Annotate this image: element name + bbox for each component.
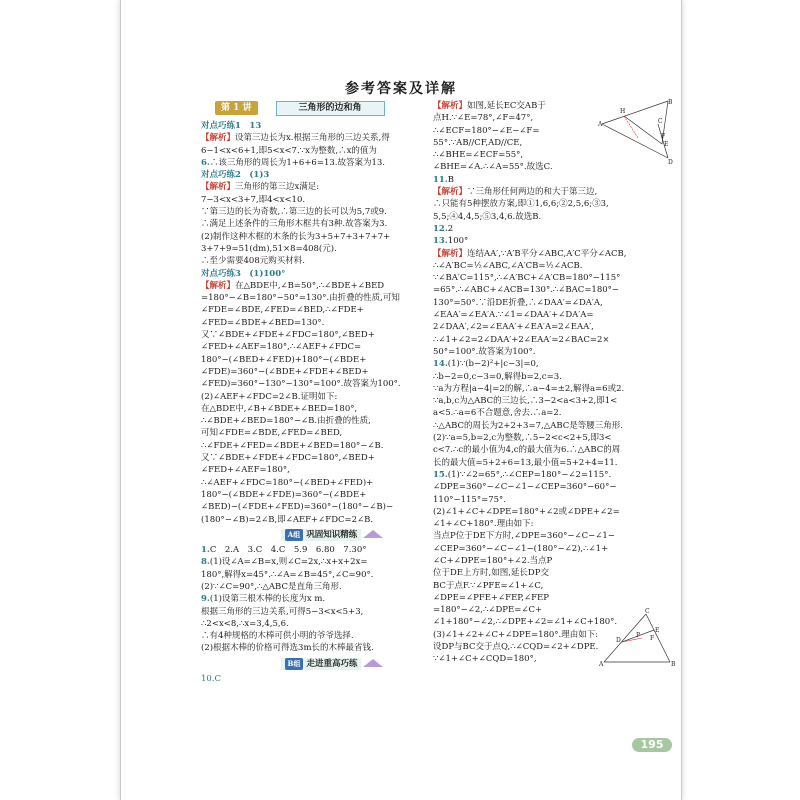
text-line: ∵a为方程|a−4|=2的解,∴a−4=±2,解得a=6或2. [433,383,625,394]
text-line: ∴b−2=0,c−3=0,解得b=2,c=3. [433,371,562,382]
svg-text:C: C [645,608,650,615]
lesson-name: 三角形的边和角 [276,101,385,116]
text-line: 根据三角形的三边关系,可得5−3<x<5+3, [201,606,364,617]
page-title: 参考答案及详解 [345,81,457,97]
text-line: ∠FED=∠BDE+∠BED=130°. [201,317,325,328]
text-line: 50°=100°.故答案为100°. [433,346,536,357]
text-line: (2)∠1+∠C+∠DPE=180°+∠2或∠DPE+∠2= [433,506,620,517]
text-line: 位于DE上方时,如图,延长DP交 [433,568,549,579]
text-line: 【解析】∵三角形任何两边的和大于第三边, [433,187,598,198]
text-line: 180°,解得x=45°.∴∠A=∠B=45°,∠C=90°. [201,569,374,580]
svg-text:A: A [599,661,604,668]
svg-text:F: F [661,133,666,140]
text-line: 点H.∵∠E=78°,∠F=47°, [433,113,534,124]
text-line: ∴∠1+∠2=2∠DAA′+2∠EAA′=2∠BAC=2× [433,334,610,345]
text-line: 14.(1)∵(b−2)²+|c−3|=0, [433,359,539,370]
lesson-header [215,100,463,116]
text-line: ∴满足上述条件的三角形木框共有3种.故答案为3. [201,219,388,230]
section-b-label: 走进重高巧练 [306,658,358,669]
geometry-figure-2 [598,608,680,668]
text-line: 当点P位于DE下方时,∠DPE=360°−∠C−∠1− [433,531,615,542]
svg-text:E: E [664,141,669,148]
text-line: 6.∴该三角形的周长为1+6+6=13.故答案为13. [201,157,386,168]
text-line: 长的最大值=5+2+6=13,最小值=5+2+4=11. [433,457,618,468]
left-text-block-2 [201,544,463,655]
text-line: (180°−∠B)=2∠B,即∠AEF+∠FDC=2∠B. [201,514,374,525]
text-line: 11.B [433,174,455,185]
text-line: (2)根据木棒的价格可得选3m长的木棒最省钱. [201,643,374,654]
svg-text:C: C [658,118,663,125]
triangle-icon [363,659,383,667]
text-line: ∠CEP=360°−∠C−∠1−(180°−∠2),∴∠1+ [433,543,609,554]
text-line: ∵a,b,c为△ABC的三边长,∴3−2<a<3+2,即1< [433,396,618,407]
text-line: ∴∠A′BC=½∠ABC,∠A′CB=½∠ACB. [433,260,583,271]
svg-text:H: H [620,108,626,115]
text-line: ∠1+180°−∠2,∴∠DPE+∠2=∠1+∠C+180°. [433,617,618,628]
text-line: ∴∠ECF=180°−∠E−∠F= [433,125,540,136]
svg-text:A: A [598,121,603,128]
text-line: ∠FED)=360°−130°−130°=100°.故答案为100°. [201,379,401,390]
svg-text:D: D [616,637,621,644]
lesson-number: 第 1 讲 [215,101,258,115]
left-last-answer: 10.C [201,674,222,685]
text-line: 180°−(∠BDE+∠FDE)=360°−(∠BDE+ [201,489,367,500]
text-line: ∵∠BA′C=115°,∴∠A′BC+∠A′CB=180°−115° [433,273,621,284]
page-number: 195 [632,738,672,752]
svg-text:E: E [655,627,660,634]
text-line: ∴至少需要408元购买材料. [201,256,305,267]
text-line: ∴∠AEF+∠FDC=180°−(∠BED+∠FED)+ [201,477,374,488]
text-line: 55°.∵AB//CF,AD//CE, [433,137,523,148]
text-line: 12.2 [433,223,454,234]
left-column [201,100,463,685]
svg-text:B: B [671,661,676,668]
right-column [433,100,683,666]
text-line: 设DP与BC交于点Q,∴∠CQD=∠2+∠DPE. [433,642,599,653]
text-line: 【解析】三角形的第三边x满足: [201,182,320,193]
text-line: 110°−115°=75°. [433,494,506,505]
text-line: =180°−∠2,∴∠DPE=∠C+ [433,605,543,616]
text-line: 可知∠FDE=∠BDE,∠FED=∠BED, [201,428,343,439]
text-line: 【解析】在△BDE中,∠B=50°,∴∠BDE+∠BED [201,280,385,291]
section-b-grade: B组 [285,658,304,670]
text-line: 7−3<x<3+7,即4<x<10. [201,194,306,205]
text-line: (2)∵∠C=90°,∴△ABC是直角三角形. [201,581,342,592]
svg-text:P: P [636,632,641,639]
triangle-icon [363,530,383,538]
text-line: ∠C+∠DPE=180°+∠2.当点P [433,555,553,566]
text-line: ∴∠BHE=∠ECF=55°, [433,150,524,161]
right-text-block [433,100,683,666]
text-line: ∠EAA′=∠EA′A.∵∠1=∠DAA′+∠DA′A= [433,310,594,321]
text-line: ∠BHE=∠A.∴∠A=55°.故选C. [433,162,553,173]
text-line: ∠FDE=∠BDE,∠FED=∠BED,∴∠FDE+ [201,305,364,316]
text-line: 13.100° [433,236,469,247]
text-line: =180°−∠B=180°−50°=130°.由折叠的性质,可知 [201,293,400,304]
text-line: (2)∠AEF+∠FDC=2∠B.证明如下: [201,391,338,402]
section-a-label: 巩固知识精练 [306,529,358,540]
text-line: ∠DPE=360°−∠C−∠1−∠CEP=360°−60°− [433,482,617,493]
text-line: 3+7+9=51(dm),51×8=408(元). [201,243,337,254]
text-line: ∴2<x<8,∴x=3,4,5,6. [201,618,289,629]
text-line: ∠FED+∠AEF=180°, [201,465,290,476]
svg-text:B: B [668,99,673,106]
text-line: 又∵∠BDE+∠FDE+∠FDC=180°,∠BED+ [201,453,375,464]
text-line: ∠FDE)=360°−(∠BDE+∠FDE+∠BED+ [201,366,369,377]
text-line: c<7.∴c的最小值为4,c的最大值为6.∴△ABC的周 [433,445,621,456]
section-a-header [201,529,463,541]
text-line: ∠BED)−(∠FDE+∠FED)=360°−(180°−∠B)− [201,502,394,513]
text-line: (3)∠1+∠2+∠C+∠DPE=180°.理由如下: [433,629,599,640]
text-line: a<5.∴a=6不合题意,舍去.∴a=2. [433,408,562,419]
text-line: 130°=50°.∵沿DE折叠,∴∠DAA′=∠DA′A, [433,297,603,308]
text-line: ∠DPE=∠PFE+∠FEP,∠FEP [433,592,549,603]
text-line: 又∵∠BDE+∠FDE+∠FDC=180°,∠BED+ [201,330,375,341]
text-line: (2)制作这种木框的木条的长为3+5+7+3+7+7+ [201,231,391,242]
geometry-figure-1 [598,96,678,166]
text-line: 8.(1)设∠A=∠B=x,则∠C=2x,∴x+x+2x= [201,557,368,568]
text-line: 在△BDE中,∠B+∠BDE+∠BED=180°, [201,403,358,414]
text-line: 180°−(∠BED+∠FED)+180°−(∠BDE+ [201,354,367,365]
text-line: ∴∠BDE+∠BED=180°−∠B.由折叠的性质, [201,416,371,427]
text-line: ∠FED+∠AEF=180°,∴∠AEF+∠FDC= [201,342,362,353]
text-line: 15.(1)∵∠2=65°,∴∠CEP=180°−∠2=115°. [433,469,612,480]
svg-text:D: D [668,159,673,166]
text-line: 【解析】设第三边长为x.根据三角形的三边关系,得 [201,133,390,144]
text-line: 9.(1)设第三根木棒的长度为x m. [201,594,326,605]
text-line: 【解析】如图,延长EC交AB于 [433,101,546,111]
text-line: 2∠DAA′,∠2=∠EAA′+∠EA′A=2∠EAA′, [433,322,594,333]
text-line: (2)∵a=5,b=2,c为整数,∴5−2<c<2+5,即3< [433,433,612,444]
text-line: ∴∠FDE+∠FED=∠BDE+∠BED=180°−∠B. [201,440,384,451]
text-line: 1.C 2.A 3.C 4.C 5.9 6.80 7.30° [201,545,367,556]
text-line: 对点巧练3 (1)100° [201,268,286,279]
text-line: 对点巧练2 (1)3 [201,170,270,181]
section-a-grade: A组 [285,529,303,541]
text-line: ∴有4种规格的木棒可供小明的爷爷选择. [201,631,354,642]
text-line: 【解析】连结AA′,∵A′B平分∠ABC,A′C平分∠ACB, [433,248,627,259]
text-line: BC于点F.∵∠PFE=∠1+∠C, [433,580,544,591]
text-line: 6−1<x<6+1,即5<x<7.∵x为整数,∴x的值为 [201,145,377,156]
text-line: ∠1+∠C+180°.理由如下: [433,519,534,530]
text-line: ∵∠1+∠C+∠CQD=180°, [433,654,537,665]
svg-text:F: F [650,635,655,642]
text-line: 对点巧练1 13 [201,121,262,131]
text-line: ∵第三边的长为奇数,∴第三边的长可以为5,7或9. [201,207,387,218]
text-line: ∴△ABC的周长为2+2+3=7,△ABC是等腰三角形. [433,420,623,431]
text-line: 5,5;④4,4,5;⑤3,4,6.故选B. [433,211,542,222]
left-text-block [201,120,463,526]
section-b-header [201,658,463,670]
text-line: =65°.∴∠ABC+∠ACB=130°.∴∠BAC=180°− [433,285,620,296]
text-line: ∴只能有5种摆放方案,即①1,6,6;②2,5,6;③3, [433,199,609,210]
